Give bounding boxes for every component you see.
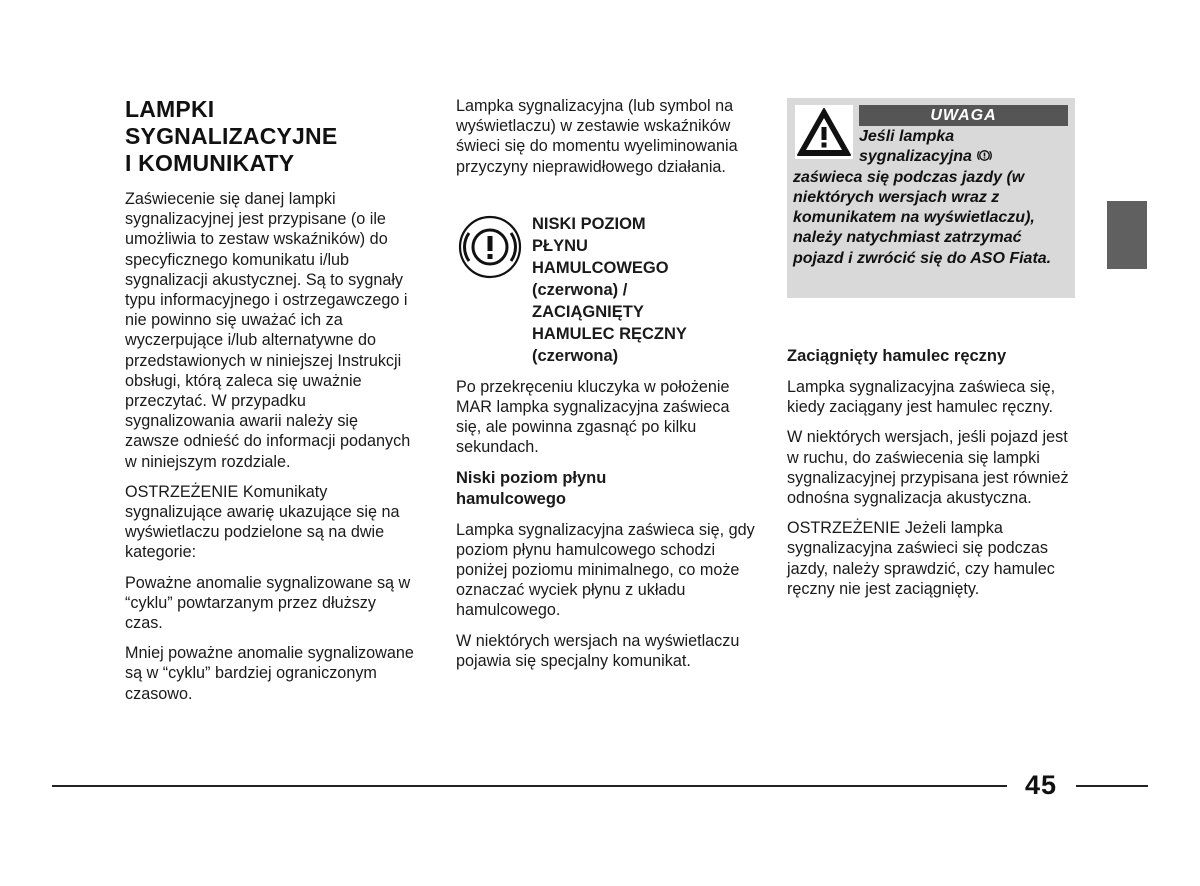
display-message-paragraph: W niektórych wersjach na wyświetlaczu pojawia się specjalny komunikat. [456, 631, 740, 670]
brake-warning-inline-icon [976, 147, 993, 164]
page-number: 45 [1024, 770, 1058, 800]
heading-line-2: SYGNALIZACYJNE [125, 123, 338, 149]
warning-title-line: HAMULCOWEGO [532, 258, 669, 277]
lamp-info-paragraph: Lampka sygnalizacyjna (lub symbol na wyświetlaczu) w zestawie wskaźników świeci się do momentu wyeliminowania przyczyny nieprawidłowego działania. [456, 97, 738, 176]
serious-anomalies-paragraph: Poważne anomalie sygnalizowane są w “cyklu” powtarzanym przez dłuższy czas. [125, 573, 411, 633]
handbrake-paragraph: Lampka sygnalizacyjna zaświeca się, kiedy zaciągany jest hamulec ręczny. [787, 378, 1056, 417]
subheading-line: Niski poziom płynu [456, 468, 607, 487]
minor-anomalies-paragraph: Mniej poważne anomalie sygnalizowane są w “cyklu” bardziej ograniczonym czasowo. [125, 644, 414, 703]
warning-title-line: (czerwona) / [532, 280, 628, 299]
warning-title-line: HAMULEC RĘCZNY [532, 324, 687, 343]
warning-title-line: NISKI POZIOM [532, 214, 646, 233]
brake-warning-title [532, 213, 687, 367]
acoustic-paragraph: W niektórych wersjach, jeśli pojazd jest w ruchu, do zaświecenia się lampki sygnalizacyjnej przypisana jest również odnośna sygnalizacja akustyczna. [787, 428, 1069, 508]
warning-title-line: ZACIĄGNIĘTY [532, 302, 644, 321]
warning-paragraph: OSTRZEŻENIE Komunikaty sygnalizujące awarię ukazujące się na wyświetlaczu podzielone są na dwie kategorie: [125, 482, 400, 562]
handbrake-warning-paragraph: OSTRZEŻENIE Jeżeli lampka sygnalizacyjna zaświeci się podczas jazdy, należy sprawdzić, czy hamulec ręczny nie jest zaciągnięty. [787, 519, 1055, 598]
heading-line-3: I KOMUNIKATY [125, 150, 295, 176]
warning-title-line: (czerwona) [532, 346, 619, 365]
intro-paragraph: Zaświecenie się danej lampki sygnalizacyjnej jest przypisane (o ile umożliwia to zestaw wskaźników) do specyficznego komunikatu i/lub sygnalizacji akustycznej. Są to sygnały typu informacyjnego i ostrzegawczego i nie powinno się uważać ich za wyczerpujące i/lub alternatywne do przedstawionych w niniejszej Instrukcji obsługi, którą zaleca się uważnie przeczytać. W przypadku sygnalizowania awarii należy się zawsze odnieść do informacji podanych w niniejszym rozdziale. [125, 190, 411, 471]
caution-line-2-text: sygnalizacyjna [859, 148, 972, 166]
footer-rule-left [52, 785, 1007, 787]
caution-line-2 [793, 147, 1069, 167]
column-left [125, 96, 415, 714]
warning-title-line: PŁYNU [532, 236, 588, 255]
footer-rule-right [1076, 785, 1148, 787]
low-fluid-subheading [456, 468, 756, 510]
caution-label: UWAGA [859, 105, 1068, 126]
handbrake-subheading: Zaciągnięty hamulec ręczny [787, 347, 1007, 365]
column-middle [456, 96, 756, 681]
brake-warning-block [456, 213, 756, 367]
mar-key-paragraph: Po przekręceniu kluczyka w położenie MAR lampka sygnalizacyjna zaświeca się, ale powinna zgasnąć po kilku sekundach. [456, 377, 730, 457]
column-right [787, 346, 1077, 609]
subheading-line: hamulcowego [456, 489, 567, 508]
low-fluid-paragraph: Lampka sygnalizacyjna zaświeca się, gdy poziom płynu hamulcowego schodzi poniżej poziomu minimalnego, co może oznaczać wyciek płynu z układu hamulcowego. [456, 520, 755, 620]
caution-line-rest: zaświeca się podczas jazdy (w niektórych wersjach wraz z komunikatem na wyświetlaczu), należy natychmiast zatrzymać pojazd i zwrócić się do ASO Fiata. [793, 168, 1052, 267]
section-tab-marker [1107, 201, 1147, 269]
caution-line-1: Jeśli lampka [859, 128, 955, 145]
caution-text [793, 127, 1069, 269]
caution-box [787, 98, 1075, 298]
brake-warning-icon [456, 213, 524, 281]
section-heading [125, 96, 415, 177]
heading-line-1: LAMPKI [125, 96, 215, 122]
